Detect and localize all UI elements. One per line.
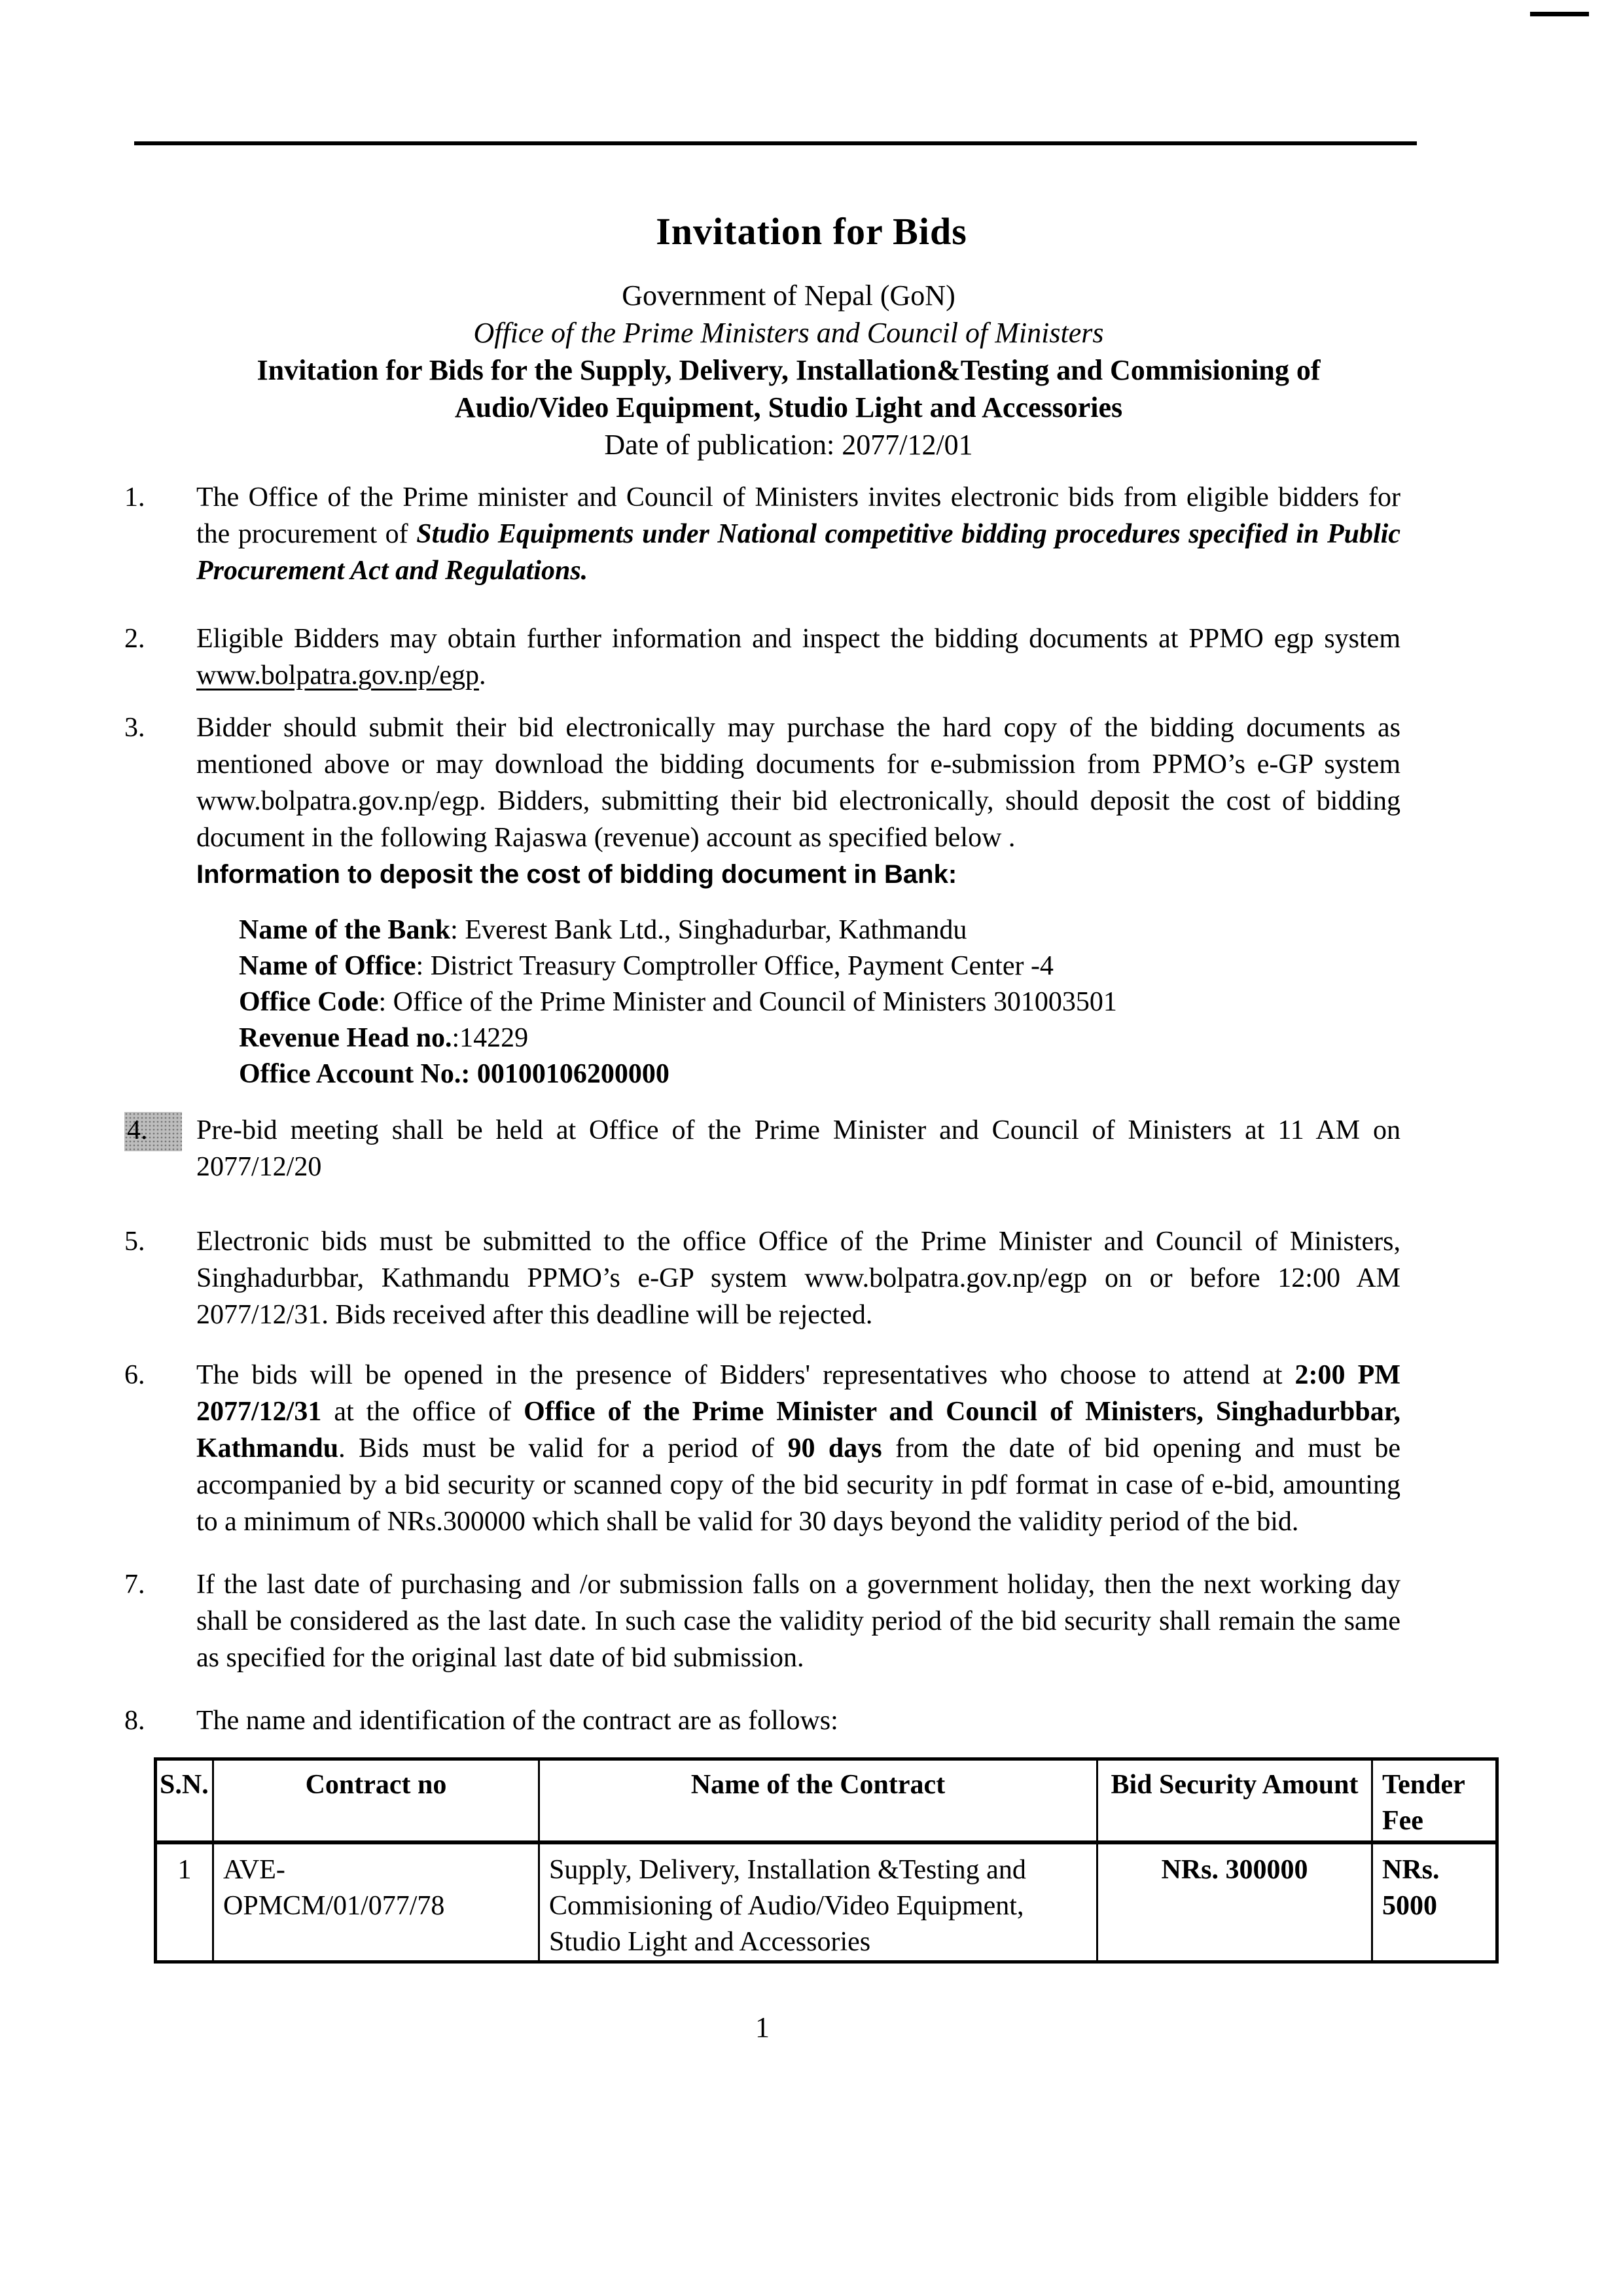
item6-bold-office: Office of the Prime Minister and Council of Ministers, Singhadurbbar, Kathmandu bbox=[196, 1397, 1400, 1463]
item6-bold-days: 90 days bbox=[787, 1433, 882, 1463]
publication-date-line: Date of publication: 2077/12/01 bbox=[604, 429, 973, 461]
item-text bbox=[196, 709, 1400, 893]
item-text: The name and identification of the contract are as follows: bbox=[196, 1706, 838, 1736]
column-header-contract-name: Name of the Contract bbox=[539, 1759, 1097, 1843]
bank-detail-value: : Everest Bank Ltd., Singhadurbar, Kathmandu bbox=[450, 915, 967, 945]
document-header-block bbox=[151, 277, 1427, 463]
cell-contract-no bbox=[213, 1842, 539, 1962]
cell-contract-name: Supply, Delivery, Installation &Testing and Commisioning of Audio/Video Equipment, Studio Light and Accessories bbox=[539, 1842, 1097, 1962]
item-number: 5. bbox=[124, 1227, 145, 1257]
column-header-sn: S.N. bbox=[156, 1759, 213, 1843]
column-header-contract-no: Contract no bbox=[213, 1759, 539, 1843]
item-number: 8. bbox=[124, 1706, 145, 1736]
list-item-3 bbox=[124, 709, 1400, 893]
item6-text-run: . Bids must be valid for a period of bbox=[338, 1433, 788, 1463]
bank-detail-value: :14229 bbox=[452, 1023, 529, 1053]
item-text bbox=[196, 1357, 1400, 1540]
document-title: Invitation for Bids bbox=[656, 210, 967, 253]
item1-text-run: The Office of the Prime minister and Council of Ministers invites electronic bids from eligible bidders for the procurement of bbox=[196, 482, 1400, 549]
tender-fee-line1: NRs. bbox=[1382, 1855, 1440, 1885]
item-text bbox=[196, 620, 1400, 694]
item3-text-run: Bidder should submit their bid electronically may purchase the hard copy of the bidding documents as mentioned above or may download the bidding documents for e-submission from PPMO’s e-GP system www.bolpatra.gov.np/egp. Bidders, submitting their bid electronically, should deposit the cost of bidding document in the following Rajaswa (revenue) account as specified below . bbox=[196, 713, 1400, 853]
header-divider-line bbox=[134, 141, 1417, 145]
subject-line-2: Audio/Video Equipment, Studio Light and Accessories bbox=[454, 391, 1123, 423]
column-header-bid-security: Bid Security Amount bbox=[1097, 1759, 1372, 1843]
bolpatra-url-link[interactable]: www.bolpatra.gov.np/egp bbox=[196, 660, 479, 691]
bank-account-line: Office Account No.: 00100106200000 bbox=[239, 1059, 669, 1089]
item-number-highlighted bbox=[124, 1112, 196, 1185]
subject-line-1: Invitation for Bids for the Supply, Delivery, Installation&Testing and Commisioning of bbox=[257, 354, 1321, 386]
bank-detail-row bbox=[239, 1020, 1400, 1056]
cell-bid-security: NRs. 300000 bbox=[1097, 1842, 1372, 1962]
item6-text-run: at the office of bbox=[321, 1397, 524, 1427]
bank-detail-value: : District Treasury Comptroller Office, Payment Center -4 bbox=[416, 951, 1054, 981]
item-text: If the last date of purchasing and /or submission falls on a government holiday, then the next working day shall be considered as the last date. In such case the validity period of the bid security shall remain the same as specified for the original last date of bid submission. bbox=[196, 1570, 1400, 1673]
list-item-5 bbox=[124, 1223, 1400, 1333]
bank-detail-value: : Office of the Prime Minister and Council of Ministers 301003501 bbox=[378, 987, 1117, 1017]
bank-detail-row bbox=[239, 912, 1400, 948]
list-item-7 bbox=[124, 1566, 1400, 1676]
item-number: 1. bbox=[124, 482, 145, 512]
bank-detail-label: Name of the Bank bbox=[239, 915, 451, 945]
item-number: 6. bbox=[124, 1360, 145, 1390]
page-number: 1 bbox=[755, 2011, 770, 2043]
bank-detail-label: Revenue Head no. bbox=[239, 1023, 452, 1053]
item2-period: . bbox=[478, 660, 486, 691]
item6-text-run: from the date of bid opening and must be accompanied by a bid security or scanned copy of the bid security in pdf format in case of e-bid, amounting to a minimum of NRs.300000 which shall be valid for 30 days beyond the validity period of the bid. bbox=[196, 1433, 1401, 1537]
list-item-6 bbox=[124, 1357, 1400, 1540]
list-item-2 bbox=[124, 620, 1400, 694]
bank-detail-label: Name of Office bbox=[239, 951, 416, 981]
item-text bbox=[196, 479, 1400, 589]
list-item-1 bbox=[124, 479, 1400, 589]
scan-artifact-dash bbox=[1530, 12, 1589, 16]
bank-detail-label: Office Code bbox=[239, 987, 379, 1017]
item-number: 2. bbox=[124, 624, 145, 654]
cell-tender-fee bbox=[1372, 1842, 1497, 1962]
item-text: Electronic bids must be submitted to the office Office of the Prime Minister and Council of Ministers, Singhadurbbar, Kathmandu PPMO’s e-GP system www.bolpatra.gov.np/egp on or before 12:00 AM 2077/12/31. Bids received after this deadline will be rejected. bbox=[196, 1227, 1400, 1330]
contract-table bbox=[154, 1757, 1499, 1964]
bank-deposit-heading: Information to deposit the cost of bidding document in Bank: bbox=[196, 860, 957, 889]
tender-fee-line2: 5000 bbox=[1382, 1891, 1437, 1921]
contract-no-line2: OPMCM/01/077/78 bbox=[223, 1891, 445, 1921]
item-number: 3. bbox=[124, 713, 145, 743]
bank-details-block bbox=[239, 912, 1400, 1092]
contract-no-line1: AVE- bbox=[223, 1855, 285, 1885]
table-row bbox=[156, 1842, 1497, 1962]
item-number: 7. bbox=[124, 1570, 145, 1600]
item1-bold-italic-run: Studio Equipments under National competitive bidding procedures specified in Public Procurement Act and Regulations. bbox=[196, 519, 1400, 586]
document-body bbox=[124, 479, 1465, 2044]
cell-sn: 1 bbox=[156, 1842, 213, 1962]
item-text: Pre-bid meeting shall be held at Office of the Prime Minister and Council of Ministers at 11 AM on 2077/12/20 bbox=[196, 1115, 1400, 1182]
item6-text-run: The bids will be opened in the presence of Bidders' representatives who choose to attend at bbox=[196, 1360, 1295, 1390]
office-line: Office of the Prime Ministers and Council of Ministers bbox=[473, 317, 1104, 349]
column-header-tender-fee: Tender Fee bbox=[1372, 1759, 1497, 1843]
list-item-4 bbox=[124, 1112, 1400, 1185]
bank-detail-row bbox=[239, 984, 1400, 1020]
table-header-row bbox=[156, 1759, 1497, 1843]
item2-text-run: Eligible Bidders may obtain further information and inspect the bidding documents at PPMO egp system bbox=[196, 624, 1400, 654]
highlight-box: 4. bbox=[124, 1112, 182, 1151]
bank-detail-row bbox=[239, 948, 1400, 984]
list-item-8 bbox=[124, 1702, 1400, 1739]
item6-bold-time: 2:00 PM 2077/12/31 bbox=[196, 1360, 1400, 1427]
government-line: Government of Nepal (GoN) bbox=[622, 279, 955, 312]
